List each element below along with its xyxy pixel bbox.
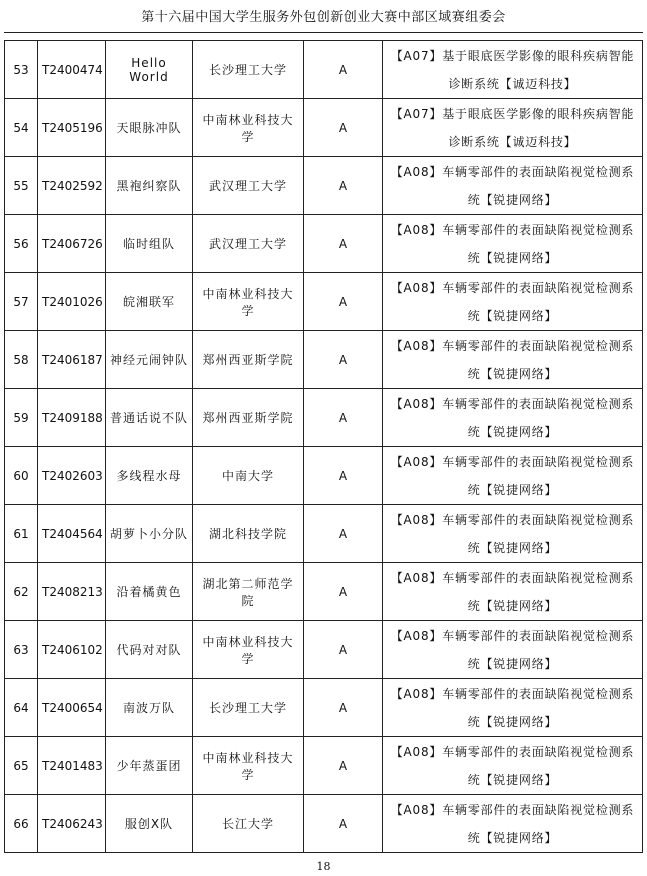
table-row	[5, 41, 643, 99]
school-cell: 中南林业科技大学	[193, 273, 304, 331]
row-number-cell: 66	[5, 795, 38, 853]
award-level-cell: A	[304, 41, 383, 99]
table-row	[5, 737, 643, 795]
topic-cell: 【A08】车辆零部件的表面缺陷视觉检测系统【锐捷网络】	[383, 157, 643, 215]
school-cell: 中南林业科技大学	[193, 99, 304, 157]
table-row	[5, 389, 643, 447]
row-number-cell: 57	[5, 273, 38, 331]
team-id-cell: T2402592	[38, 157, 106, 215]
team-name-cell: 黑袍纠察队	[106, 157, 193, 215]
topic-cell: 【A08】车辆零部件的表面缺陷视觉检测系统【锐捷网络】	[383, 563, 643, 621]
topic-cell: 【A08】车辆零部件的表面缺陷视觉检测系统【锐捷网络】	[383, 447, 643, 505]
topic-cell: 【A08】车辆零部件的表面缺陷视觉检测系统【锐捷网络】	[383, 215, 643, 273]
table-row	[5, 273, 643, 331]
topic-cell: 【A08】车辆零部件的表面缺陷视觉检测系统【锐捷网络】	[383, 505, 643, 563]
team-name-cell: 神经元闹钟队	[106, 331, 193, 389]
team-id-cell: T2400654	[38, 679, 106, 737]
school-cell: 中南林业科技大学	[193, 737, 304, 795]
row-number-cell: 56	[5, 215, 38, 273]
award-level-cell: A	[304, 795, 383, 853]
topic-cell: 【A08】车辆零部件的表面缺陷视觉检测系统【锐捷网络】	[383, 795, 643, 853]
table-row	[5, 99, 643, 157]
team-id-cell: T2400474	[38, 41, 106, 99]
row-number-cell: 54	[5, 99, 38, 157]
award-level-cell: A	[304, 447, 383, 505]
table-row	[5, 795, 643, 853]
team-id-cell: T2401483	[38, 737, 106, 795]
row-number-cell: 63	[5, 621, 38, 679]
header-divider	[4, 32, 643, 33]
team-name-cell: 胡萝卜小分队	[106, 505, 193, 563]
table-row	[5, 215, 643, 273]
table-row	[5, 447, 643, 505]
school-cell: 长沙理工大学	[193, 41, 304, 99]
row-number-cell: 61	[5, 505, 38, 563]
row-number-cell: 65	[5, 737, 38, 795]
award-level-cell: A	[304, 505, 383, 563]
team-id-cell: T2408213	[38, 563, 106, 621]
school-cell: 中南林业科技大学	[193, 621, 304, 679]
school-cell: 武汉理工大学	[193, 215, 304, 273]
row-number-cell: 53	[5, 41, 38, 99]
team-name-cell: 沿着橘黄色	[106, 563, 193, 621]
team-id-cell: T2409188	[38, 389, 106, 447]
award-level-cell: A	[304, 621, 383, 679]
page-number: 18	[316, 860, 331, 873]
team-id-cell: T2406102	[38, 621, 106, 679]
team-id-cell: T2404564	[38, 505, 106, 563]
topic-cell: 【A08】车辆零部件的表面缺陷视觉检测系统【锐捷网络】	[383, 737, 643, 795]
school-cell: 郑州西亚斯学院	[193, 389, 304, 447]
team-name-cell: 天眼脉冲队	[106, 99, 193, 157]
school-cell: 中南大学	[193, 447, 304, 505]
team-name-cell: 皖湘联军	[106, 273, 193, 331]
team-name-cell: 代码对对队	[106, 621, 193, 679]
topic-cell: 【A07】基于眼底医学影像的眼科疾病智能诊断系统【诚迈科技】	[383, 41, 643, 99]
team-id-cell: T2402603	[38, 447, 106, 505]
topic-cell: 【A08】车辆零部件的表面缺陷视觉检测系统【锐捷网络】	[383, 273, 643, 331]
team-name-cell: Hello World	[106, 41, 193, 99]
row-number-cell: 59	[5, 389, 38, 447]
team-name-cell: 普通话说不队	[106, 389, 193, 447]
school-cell: 郑州西亚斯学院	[193, 331, 304, 389]
school-cell: 湖北第二师范学院	[193, 563, 304, 621]
school-cell: 武汉理工大学	[193, 157, 304, 215]
school-cell: 长江大学	[193, 795, 304, 853]
team-id-cell: T2406187	[38, 331, 106, 389]
topic-cell: 【A08】车辆零部件的表面缺陷视觉检测系统【锐捷网络】	[383, 679, 643, 737]
table-row	[5, 563, 643, 621]
school-cell: 长沙理工大学	[193, 679, 304, 737]
row-number-cell: 62	[5, 563, 38, 621]
table-row	[5, 679, 643, 737]
team-name-cell: 少年蒸蛋团	[106, 737, 193, 795]
team-id-cell: T2406243	[38, 795, 106, 853]
award-level-cell: A	[304, 99, 383, 157]
table-row	[5, 157, 643, 215]
row-number-cell: 58	[5, 331, 38, 389]
award-level-cell: A	[304, 331, 383, 389]
row-number-cell: 55	[5, 157, 38, 215]
team-name-cell: 南波万队	[106, 679, 193, 737]
award-level-cell: A	[304, 157, 383, 215]
table-row	[5, 505, 643, 563]
award-level-cell: A	[304, 273, 383, 331]
award-level-cell: A	[304, 215, 383, 273]
team-name-cell: 服创X队	[106, 795, 193, 853]
award-level-cell: A	[304, 563, 383, 621]
team-id-cell: T2401026	[38, 273, 106, 331]
award-level-cell: A	[304, 737, 383, 795]
table-row	[5, 331, 643, 389]
topic-cell: 【A07】基于眼底医学影像的眼科疾病智能诊断系统【诚迈科技】	[383, 99, 643, 157]
team-name-cell: 临时组队	[106, 215, 193, 273]
page-header-title: 第十六届中国大学生服务外包创新创业大赛中部区域赛组委会	[141, 10, 506, 25]
school-cell: 湖北科技学院	[193, 505, 304, 563]
award-results-table	[4, 40, 643, 853]
table-body	[5, 41, 643, 853]
row-number-cell: 64	[5, 679, 38, 737]
row-number-cell: 60	[5, 447, 38, 505]
award-level-cell: A	[304, 679, 383, 737]
topic-cell: 【A08】车辆零部件的表面缺陷视觉检测系统【锐捷网络】	[383, 331, 643, 389]
team-name-cell: 多线程水母	[106, 447, 193, 505]
topic-cell: 【A08】车辆零部件的表面缺陷视觉检测系统【锐捷网络】	[383, 389, 643, 447]
topic-cell: 【A08】车辆零部件的表面缺陷视觉检测系统【锐捷网络】	[383, 621, 643, 679]
table-row	[5, 621, 643, 679]
team-id-cell: T2406726	[38, 215, 106, 273]
award-level-cell: A	[304, 389, 383, 447]
team-id-cell: T2405196	[38, 99, 106, 157]
